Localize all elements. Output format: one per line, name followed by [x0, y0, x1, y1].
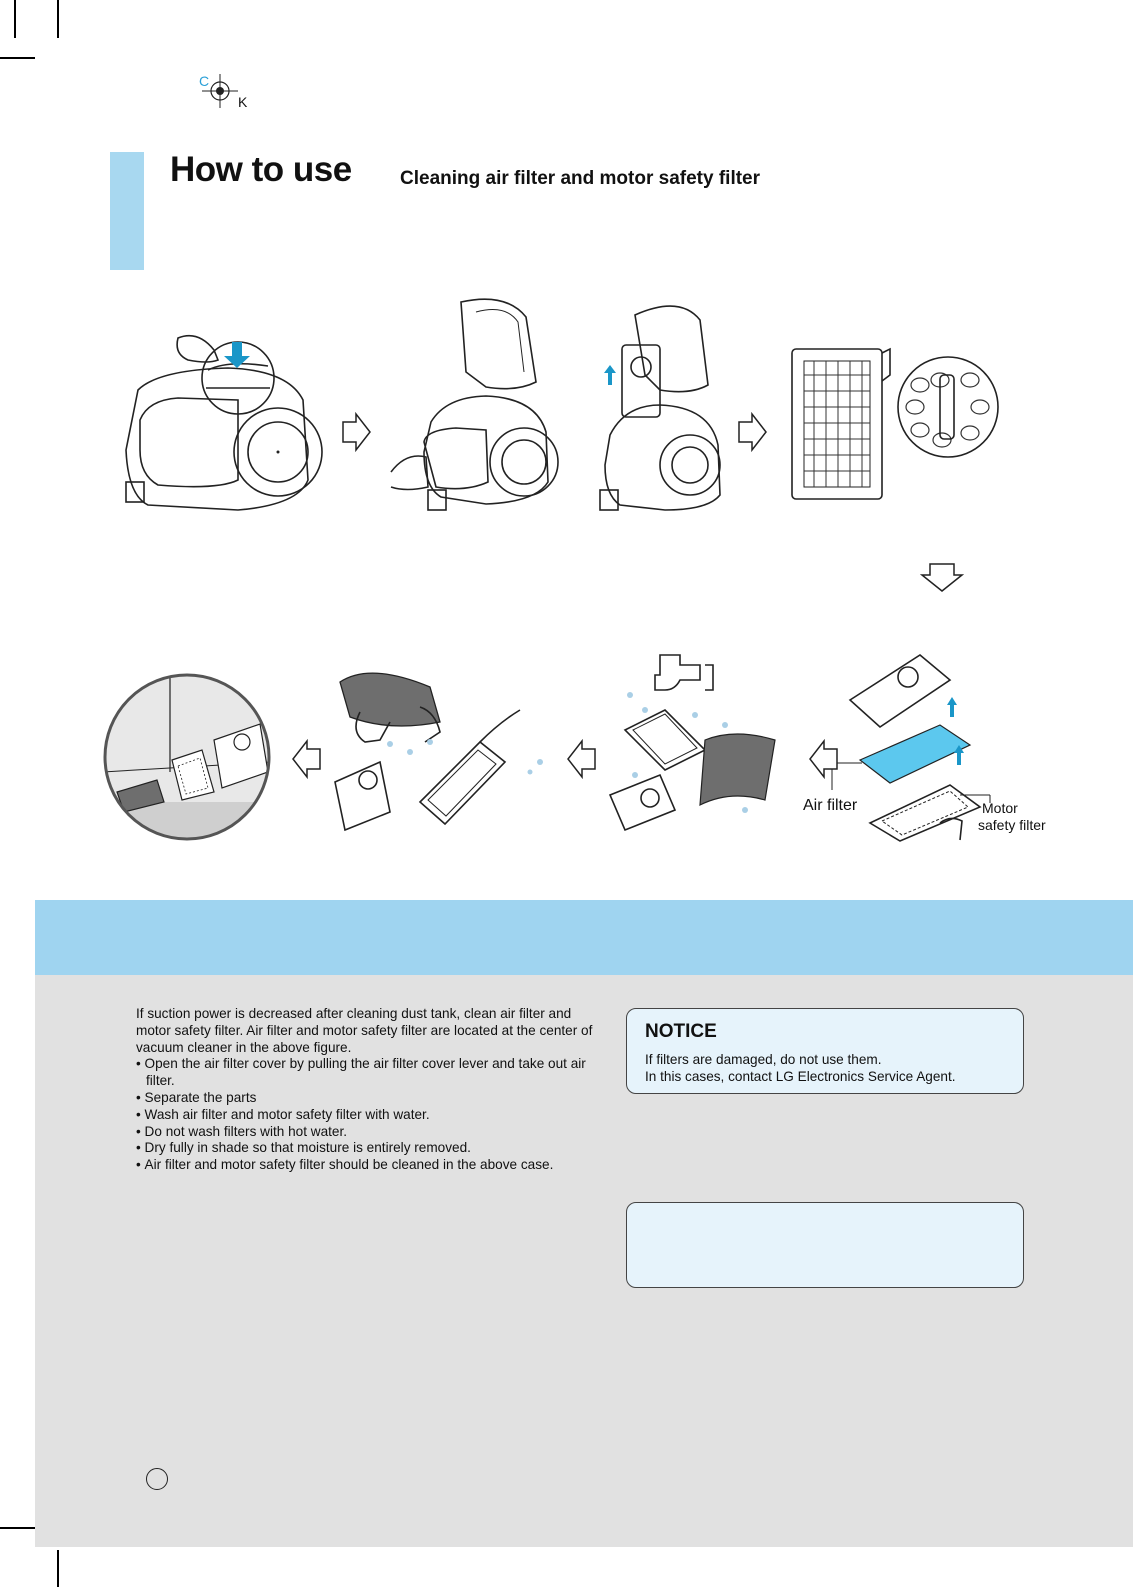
- motor-safety-filter-label-line1: Motor: [982, 800, 1018, 816]
- list-item: • Do not wash filters with hot water.: [136, 1124, 606, 1141]
- arrow-left-icon: [566, 739, 596, 779]
- page-number-circle: [146, 1468, 168, 1490]
- notice-title: NOTICE: [645, 1021, 717, 1042]
- instructions-text: [136, 1006, 606, 1174]
- instructions-list: [136, 1056, 606, 1174]
- arrow-down-icon: [920, 563, 964, 593]
- crop-mark-top-vertical: [57, 0, 59, 38]
- page-title: How to use: [170, 150, 352, 189]
- illustration-open-cover-lever: [118, 330, 328, 520]
- notice-line-1: If filters are damaged, do not use them.: [645, 1052, 882, 1067]
- title-accent-bar: [110, 152, 144, 270]
- crop-mark-bottom-vertical: [57, 1550, 59, 1587]
- illustration-cover-opened: [386, 292, 566, 522]
- list-item: • Wash air filter and motor safety filter with water.: [136, 1107, 606, 1124]
- list-item: • Open the air filter cover by pulling the air filter cover lever and take out air filter.: [136, 1056, 606, 1090]
- illustration-remove-air-filter: [590, 295, 730, 520]
- illustration-wash-filters-under-tap: [605, 650, 785, 840]
- list-item: • Dry fully in shade so that moisture is entirely removed.: [136, 1140, 606, 1157]
- arrow-right-icon: [738, 412, 768, 452]
- notice-line-2: In this cases, contact LG Electronics Service Agent.: [645, 1069, 956, 1084]
- crop-mark-bottom-horizontal: [0, 1527, 35, 1529]
- motor-safety-filter-label-line2: safety filter: [978, 817, 1046, 833]
- page-subtitle: Cleaning air filter and motor safety filter: [400, 168, 761, 189]
- arrow-right-icon: [342, 412, 372, 452]
- list-item: • Air filter and motor safety filter should be cleaned in the above case.: [136, 1157, 606, 1174]
- crop-mark-left-vertical: [14, 0, 16, 38]
- arrow-left-icon: [808, 739, 838, 779]
- illustration-air-filter-closeup: [790, 345, 1010, 510]
- section-header-band: [35, 900, 1133, 975]
- instructions-intro: If suction power is decreased after cleaning dust tank, clean air filter and motor safety filter. Air filter and motor safety filter are located at the center of vacuum cleaner in the above figure.: [136, 1006, 593, 1055]
- registration-label-c: C: [199, 73, 210, 89]
- notice-box: [626, 1008, 1024, 1094]
- crop-mark-top-horizontal: [0, 57, 35, 59]
- illustration-squeeze-and-wipe: [330, 662, 545, 842]
- air-filter-label: Air filter: [803, 797, 858, 814]
- illustration-dried-filters-in-shade: [102, 672, 272, 842]
- motor-safety-filter-label: [978, 800, 1046, 834]
- arrow-left-icon: [291, 739, 321, 779]
- list-item: • Separate the parts: [136, 1090, 606, 1107]
- registration-label-k: K: [238, 94, 248, 110]
- empty-note-box: [626, 1202, 1024, 1288]
